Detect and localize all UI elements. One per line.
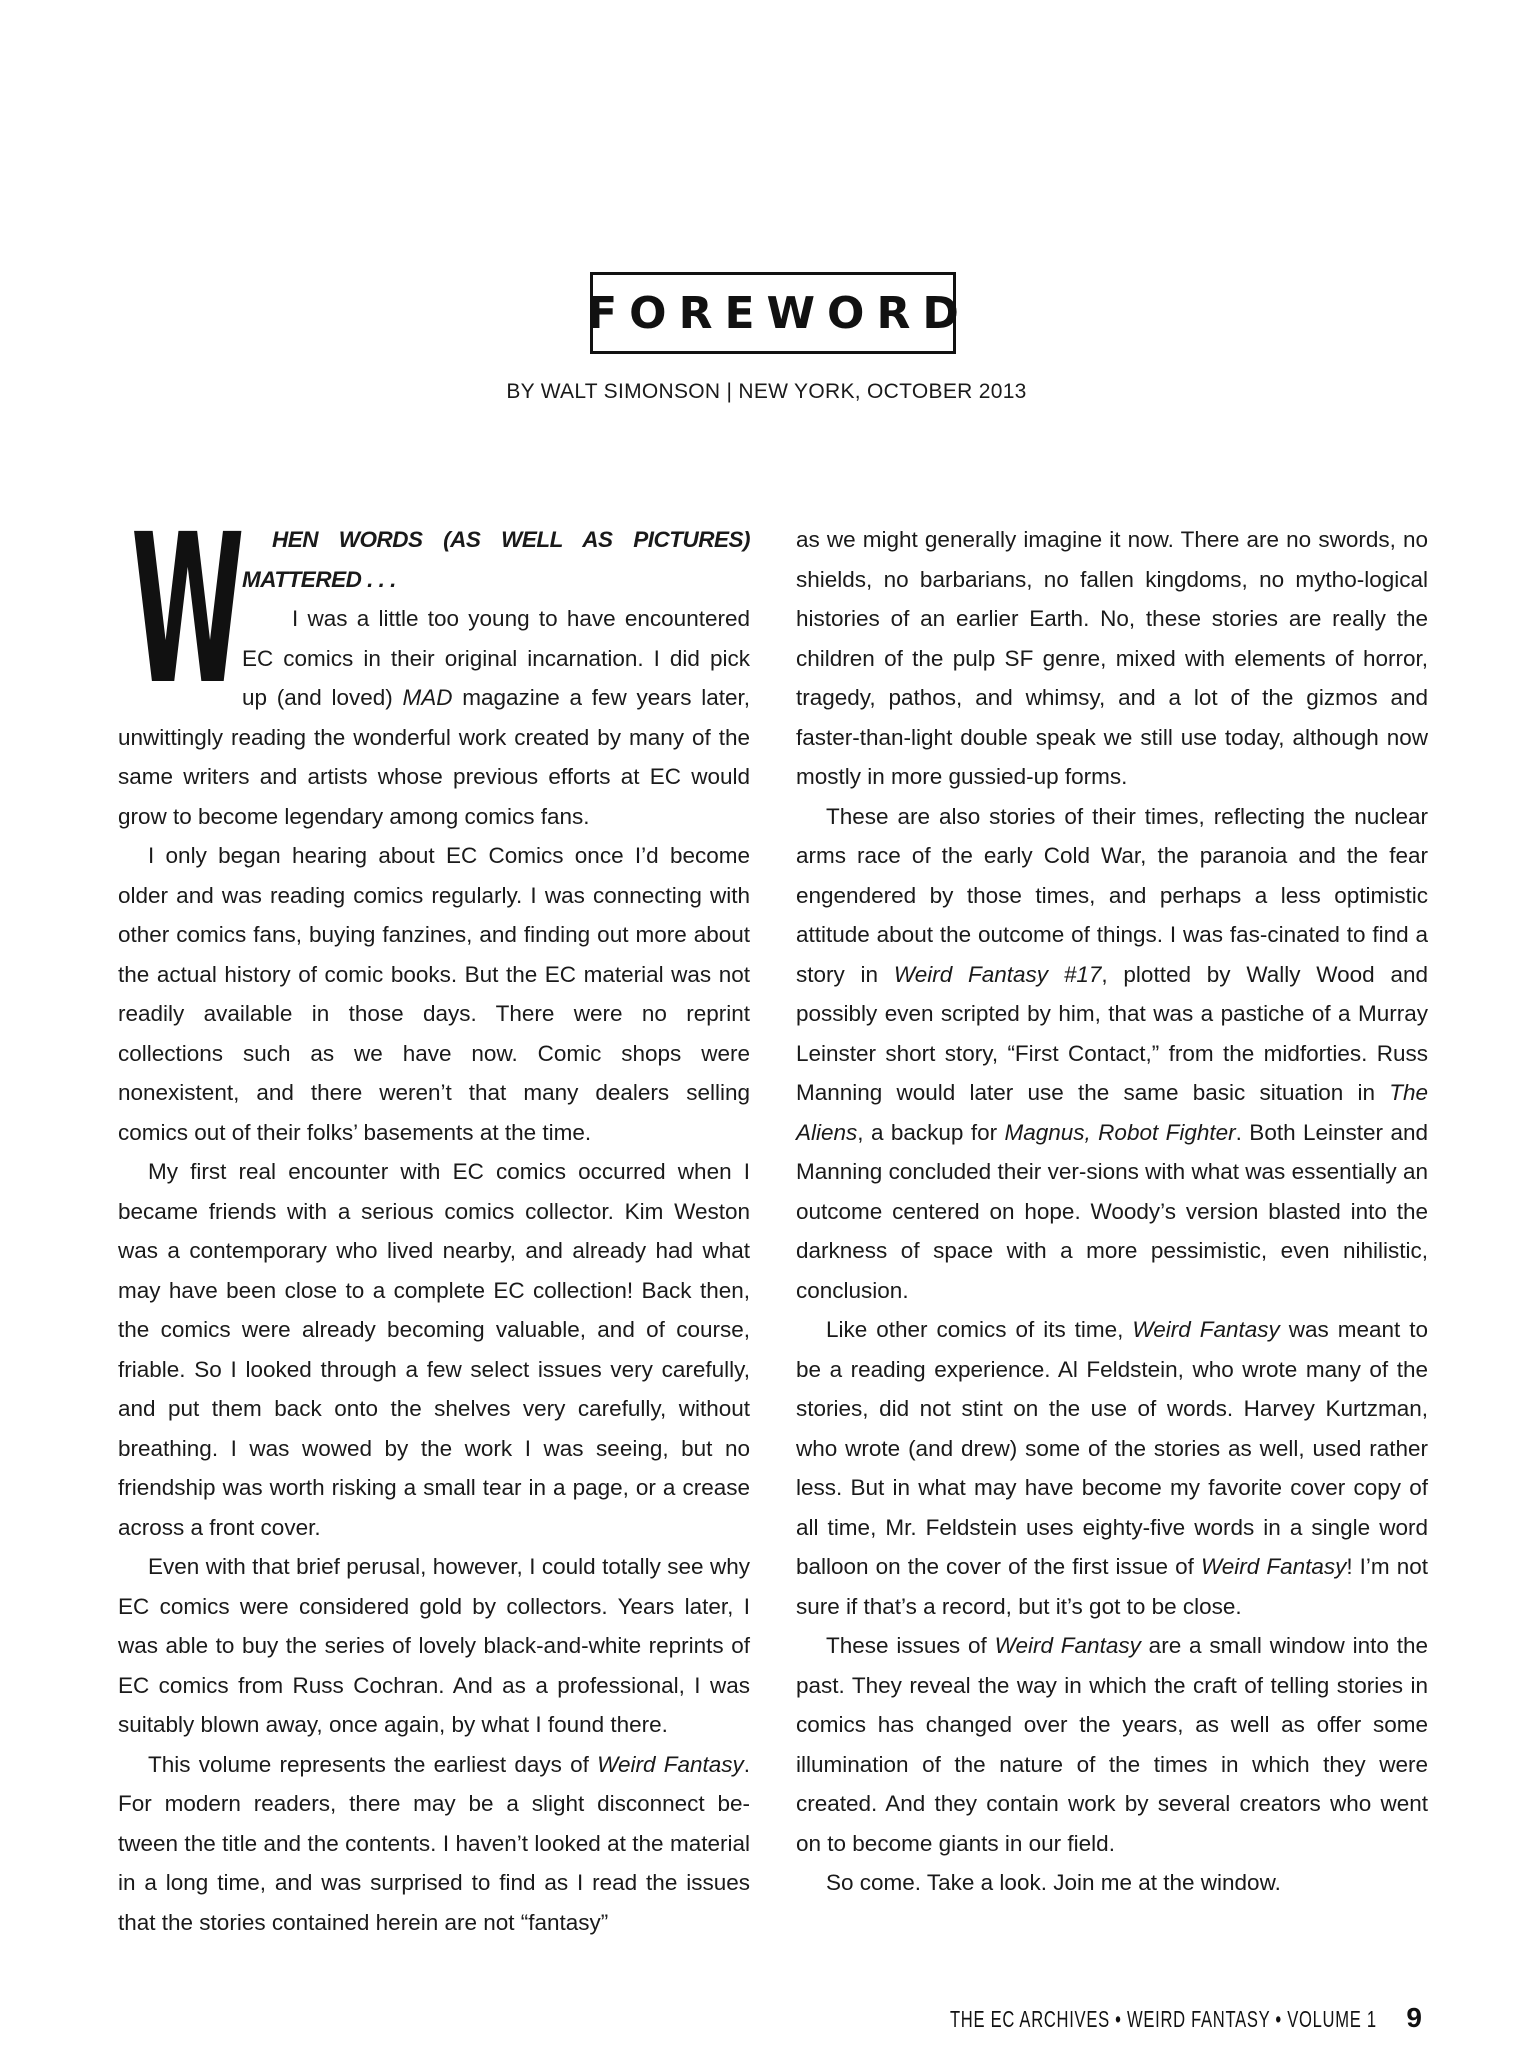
paragraph-1-text: I was a little too young to have encountered EC comics in their original incarnation. I did pick up (and loved) xyxy=(242,606,750,710)
left-column xyxy=(118,490,750,1942)
paragraph-7-em2: The Aliens xyxy=(796,1080,1428,1145)
paragraph-7 xyxy=(796,797,1428,1311)
paragraph-7-em3: Magnus, Robot Fighter xyxy=(1004,1119,1236,1145)
page-footer xyxy=(784,2002,1423,2034)
page-title: FOREWORD xyxy=(587,287,971,339)
paragraph-7-c: , a backup for xyxy=(857,1119,1005,1145)
publication-title: THE EC ARCHIVES • WEIRD FANTASY • VOLUME 1 xyxy=(949,2006,1377,2032)
paragraph-7-a: These are also stories of their times, reflecting the nuclear arms race of the early Cold War, the paranoia and the fear engendered by those times, and perhaps a less optimistic attitude about the outcome of things. I was fas-cinated to find a story in xyxy=(796,803,1428,987)
byline: BY WALT SIMONSON | NEW YORK, OCTOBER 2013 xyxy=(506,380,1027,403)
paragraph-5-a: This volume represents the earliest days of xyxy=(148,1751,598,1777)
paragraph-8-em2: Weird Fantasy xyxy=(1200,1554,1347,1579)
paragraph-4: Even with that brief perusal, however, I could totally see why EC comics were considered gold by collectors. Years later, I was able to buy the series of lovely black-and-white reprints of EC comics from Russ Cochran. And as a professional, I was suitably blown away, once again, by what I found there. xyxy=(118,1554,750,1737)
paragraph-9 xyxy=(796,1626,1428,1863)
drop-cap: W xyxy=(131,490,245,730)
paragraph-8-em1: Weird Fantasy xyxy=(1132,1317,1280,1342)
paragraph-7-em1: Weird Fantasy #17 xyxy=(893,961,1102,987)
title-box xyxy=(587,272,971,354)
paragraph-9-em: Weird Fantasy xyxy=(994,1633,1141,1658)
paragraph-2: I only began hearing about EC Comics once I’d become older and was reading comics regularly. I was connecting with other comics fans, buying fanzines, and finding out more about the actual history of comic books. But the EC material was not readily available in those days. There were no reprint collections such as we have now. Comic shops were nonexistent, and there weren’t that many dealers selling comics out of their folks’ basements at the time. xyxy=(118,843,750,1145)
paragraph-8 xyxy=(796,1310,1428,1626)
paragraph-9-b: are a small window into the past. They reveal the way in which the craft of telling stories in comics has changed over the years, as well as offer some illumination of the nature of the times in which they were created. And they contain work by several creators who went on to become giants in our field. xyxy=(796,1633,1429,1856)
paragraph-10: So come. Take a look. Join me at the window. xyxy=(826,1870,1281,1895)
paragraph-5-b: . For modern readers, there may be a slight disconnect be-tween the title and the contents. I haven’t looked at the material in a long time, and was surprised to find as I read the issues that the stories contained herein are not “fantasy” xyxy=(118,1751,750,1935)
paragraph-8-b: was meant to be a reading experience. Al Feldstein, who wrote many of the stories, did not stint on the use of words. Harvey Kurtzman, who wrote (and drew) some of the stories as well, used rather less. But in what may have become my favorite cover copy of all time, Mr. Feldstein uses eighty-five words in a single word balloon on the cover of the first issue of xyxy=(796,1317,1428,1579)
paragraph-3: My first real encounter with EC comics occurred when I became friends with a serious comics collector. Kim Weston was a contemporary who lived nearby, and already had what may have been close to a complete EC collection! Back then, the comics were already becoming valuable, and of course, friable. So I looked through a few select issues very carefully, and put them back onto the shelves very carefully, without breathing. I was wowed by the work I was seeing, but no friendship was worth risking a small tear in a page, or a crease across a front cover. xyxy=(118,1159,750,1540)
paragraph-6: as we might generally imagine it now. There are no swords, no shields, no barbarians, no fallen kingdoms, no mytho-logical histories of an earlier Earth. No, these stories are really the children of the pulp SF genre, mixed with elements of horror, tragedy, pathos, and whimsy, and a lot of the gizmos and faster-than-light double speak we still use today, although now mostly in more gussied-up forms. xyxy=(796,527,1428,789)
paragraph-1 xyxy=(118,490,750,836)
lead-in: HEN WORDS (AS WELL AS PICTURES) MATTERED . . . xyxy=(242,527,750,592)
paragraph-7-b: , plotted by Wally Wood and possibly even scripted by him, that was a pastiche of a Murray Leinster short story, “First Contact,” from the midforties. Russ Manning would later use the same basic situation in xyxy=(796,961,1428,1105)
paragraph-9-a: These issues of xyxy=(826,1633,995,1658)
paragraph-1-tail: magazine a few years later, unwittingly reading the wonderful work created by many of the same writers and artists whose previous efforts at EC would grow to become legendary among comics fans. xyxy=(118,685,750,829)
paragraph-1-em: MAD xyxy=(402,685,453,710)
page-number: 9 xyxy=(1406,2002,1423,2033)
paragraph-7-d: . Both Leinster and Manning concluded their ver-sions with what was essentially an outcome centered on hope. Woody’s version blasted into the darkness of space with a more pessimistic, even nihilistic, conclusion. xyxy=(796,1119,1428,1303)
paragraph-5 xyxy=(118,1745,750,1943)
paragraph-5-em: Weird Fantasy xyxy=(597,1751,744,1777)
paragraph-8-a: Like other comics of its time, xyxy=(826,1317,1133,1342)
right-column xyxy=(796,520,1428,1903)
paragraph-8-c: ! I’m not sure if that’s a record, but it’s got to be close. xyxy=(796,1554,1428,1619)
